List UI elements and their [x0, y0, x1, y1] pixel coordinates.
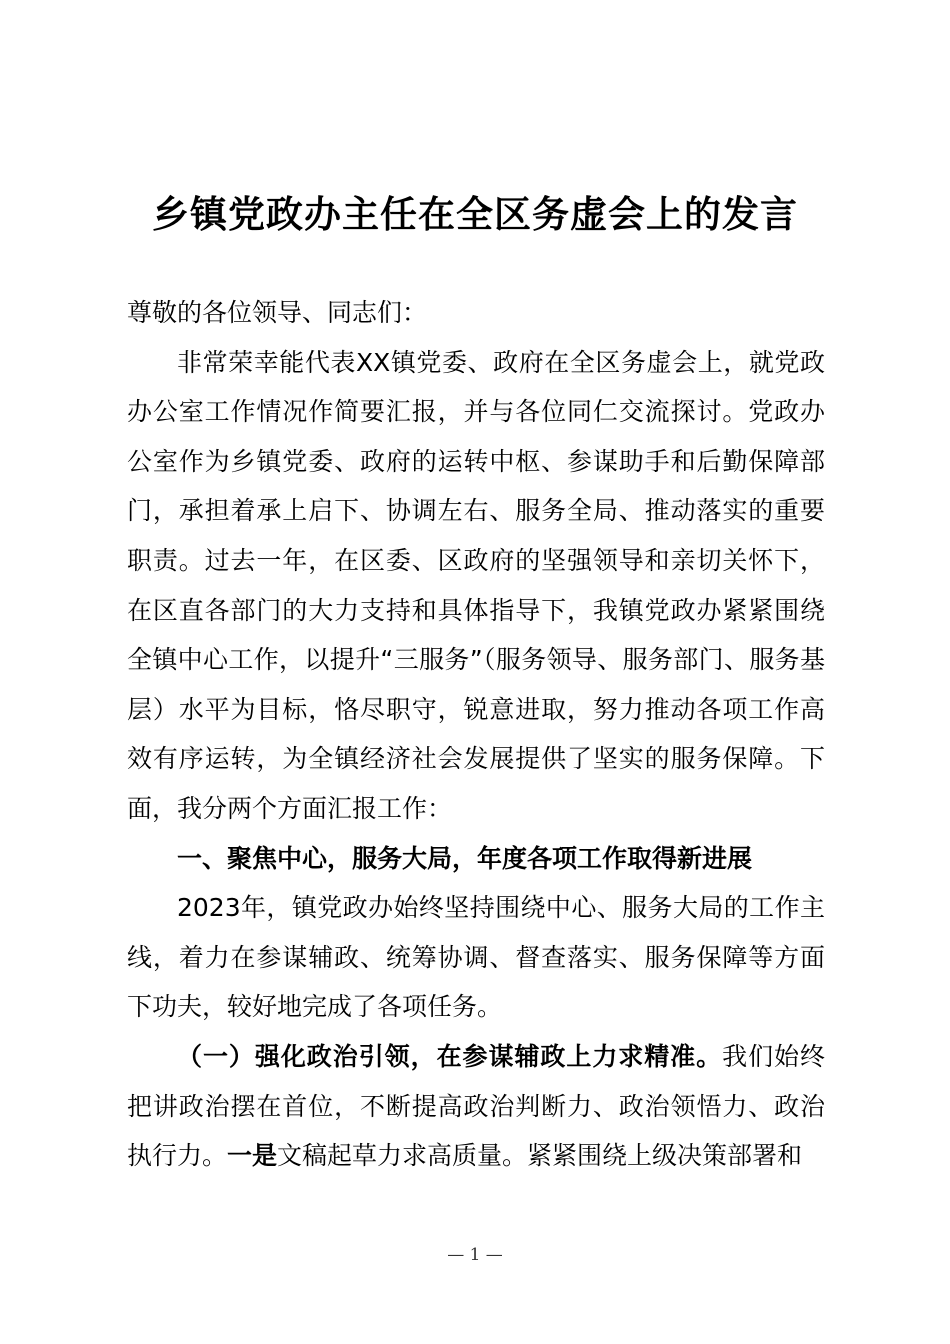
paragraph-subsection-1: [127, 1032, 825, 1181]
paragraph-section-1-intro: 2023年，镇党政办始终坚持围绕中心、服务大局的工作主线，着力在参谋辅政、统筹协调、督查落实、服务保障等方面下功夫，较好地完成了各项任务。: [127, 893, 825, 1022]
paragraph-intro: 非常荣幸能代表XX镇党委、政府在全区务虚会上，就党政办公室工作情况作简要汇报，并与各位同仁交流探讨。党政办公室作为乡镇党委、政府的运转中枢、参谋助手和后勤保障部门，承担着承上启下、协调左右、服务全局、推动落实的重要职责。过去一年，在区委、区政府的坚强领导和亲切关怀下，在区直各部门的大力支持和具体指导下，我镇党政办紧紧围绕全镇中心工作，以提升“三服务”（服务领导、服务部门、服务基层）水平为目标，恪尽职守，锐意进取，努力推动各项工作高效有序运转，为全镇经济社会发展提供了坚实的服务保障。下面，我分两个方面汇报工作：: [127, 347, 825, 823]
page-number: — 1 —: [447, 1245, 503, 1265]
point-label-1: 一是: [227, 1141, 278, 1171]
section-heading-1: 一、聚焦中心，服务大局，年度各项工作取得新进展: [177, 843, 753, 873]
document-title: 乡镇党政办主任在全区务虚会上的发言: [152, 192, 798, 236]
subsection-text-b: 文稿起草力求高质量。紧紧围绕上级决策部署和: [277, 1141, 803, 1171]
salutation: 尊敬的各位领导、同志们：: [127, 298, 428, 327]
document-body: [127, 288, 825, 1181]
subsection-heading-1: （一）强化政治引领，在参谋辅政上力求精准。: [177, 1041, 723, 1071]
subsection-text-a: 我们始终把讲政治摆在首位，不断提高政治判断力、政治领悟力、政治执行力。: [127, 1041, 825, 1171]
